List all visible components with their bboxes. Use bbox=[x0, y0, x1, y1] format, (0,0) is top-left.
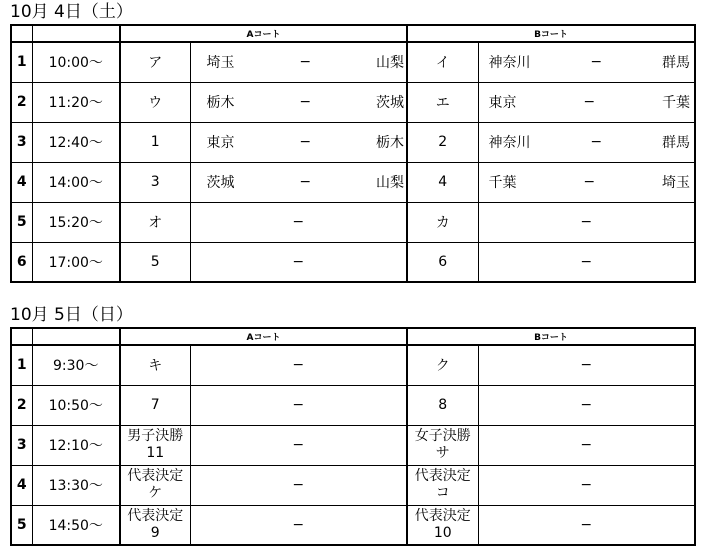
court-b-match-code: 6 bbox=[407, 242, 478, 282]
court-b-away-team: 千葉 bbox=[662, 95, 690, 111]
court-b-match: − bbox=[478, 465, 695, 505]
table-row bbox=[11, 385, 695, 425]
court-a-header: Aコート bbox=[120, 328, 407, 345]
court-b-match-code bbox=[407, 505, 478, 545]
court-b-match: − bbox=[478, 345, 695, 385]
court-b-match-code: 2 bbox=[407, 122, 478, 162]
court-a-match-code: 3 bbox=[120, 162, 190, 202]
court-b-match-code bbox=[407, 465, 478, 505]
row-number: 2 bbox=[11, 385, 32, 425]
court-a-match-code: オ bbox=[120, 202, 190, 242]
court-b-match bbox=[478, 122, 695, 162]
court-b-match-code: 4 bbox=[407, 162, 478, 202]
court-a-match: − bbox=[190, 505, 407, 545]
court-b-match-code bbox=[407, 345, 478, 385]
start-time: 14:50～ bbox=[32, 505, 120, 545]
match-code-line1: 7 bbox=[150, 397, 160, 413]
match-code-line1: ク bbox=[435, 358, 450, 375]
match-code-line1: 代表決定 bbox=[127, 507, 184, 524]
court-a-home-team: 茨城 bbox=[206, 175, 235, 191]
match-code-line2: コ bbox=[435, 485, 450, 501]
court-b-match: − bbox=[478, 425, 695, 465]
court-b-home-team: 東京 bbox=[488, 95, 517, 111]
court-a-match-code bbox=[120, 505, 190, 545]
court-b-away-team: 埼玉 bbox=[662, 175, 690, 191]
start-time: 13:30～ bbox=[32, 465, 120, 505]
start-time: 17:00～ bbox=[32, 242, 120, 282]
table-row bbox=[11, 202, 695, 242]
match-code-line1: キ bbox=[148, 358, 163, 375]
court-b-match bbox=[478, 82, 695, 122]
row-number: 6 bbox=[11, 242, 32, 282]
table-row bbox=[11, 345, 695, 385]
court-a-match-code bbox=[120, 465, 190, 505]
court-a-match bbox=[190, 162, 407, 202]
court-b-match: − bbox=[478, 505, 695, 545]
court-b-match: − bbox=[478, 202, 695, 242]
court-b-match-code bbox=[407, 425, 478, 465]
row-number: 2 bbox=[11, 82, 32, 122]
match-code-line1: 代表決定 bbox=[414, 507, 471, 524]
table-row bbox=[11, 42, 695, 82]
match-code-line2: ケ bbox=[148, 485, 163, 501]
court-a-match: − bbox=[190, 385, 407, 425]
court-b-away-team: 群馬 bbox=[662, 135, 690, 151]
table-row bbox=[11, 505, 695, 545]
court-a-match: − bbox=[190, 202, 407, 242]
start-time: 9:30～ bbox=[32, 345, 120, 385]
court-b-match: − bbox=[478, 385, 695, 425]
table-row bbox=[11, 82, 695, 122]
court-a-away-team: 栃木 bbox=[376, 135, 404, 151]
table-row bbox=[11, 465, 695, 505]
table-row bbox=[11, 162, 695, 202]
day2-title: 10月 5日（日） bbox=[10, 305, 133, 325]
row-number: 1 bbox=[11, 42, 32, 82]
court-a-away-team: 茨城 bbox=[376, 95, 404, 111]
court-b-match bbox=[478, 162, 695, 202]
court-a-match-code: ア bbox=[120, 42, 190, 82]
court-a-match-code bbox=[120, 345, 190, 385]
court-a-match: − bbox=[190, 465, 407, 505]
match-dash: − bbox=[299, 174, 312, 190]
court-a-match-code bbox=[120, 425, 190, 465]
start-time: 11:20～ bbox=[32, 82, 120, 122]
start-time: 10:00～ bbox=[32, 42, 120, 82]
day1-title: 10月 4日（土） bbox=[10, 2, 133, 22]
court-a-home-team: 埼玉 bbox=[206, 55, 235, 72]
court-b-match-code: イ bbox=[407, 42, 478, 82]
match-code-line1: 代表決定 bbox=[414, 468, 471, 484]
court-a-header: Aコート bbox=[120, 25, 407, 42]
court-a-match: − bbox=[190, 242, 407, 282]
court-a-match: − bbox=[190, 425, 407, 465]
court-a-away-team: 山梨 bbox=[376, 55, 404, 72]
start-time: 12:40～ bbox=[32, 122, 120, 162]
table-row bbox=[11, 122, 695, 162]
match-code-line1: 代表決定 bbox=[127, 468, 184, 484]
match-dash: − bbox=[299, 94, 312, 110]
court-a-home-team: 東京 bbox=[206, 135, 235, 151]
court-a-match bbox=[190, 42, 407, 82]
match-dash: − bbox=[590, 134, 603, 150]
court-b-match-code bbox=[407, 385, 478, 425]
court-b-home-team: 千葉 bbox=[488, 175, 517, 191]
court-a-home-team: 栃木 bbox=[206, 95, 235, 111]
match-code-line2: 11 bbox=[146, 445, 165, 461]
court-b-match-code: エ bbox=[407, 82, 478, 122]
match-code-line1: 男子決勝 bbox=[127, 428, 184, 444]
table-row bbox=[11, 425, 695, 465]
court-b-away-team: 群馬 bbox=[662, 55, 690, 72]
row-number: 1 bbox=[11, 345, 32, 385]
start-time: 12:10～ bbox=[32, 425, 120, 465]
row-number: 5 bbox=[11, 505, 32, 545]
match-code-line1: 8 bbox=[438, 397, 448, 413]
court-a-match-code: 5 bbox=[120, 242, 190, 282]
court-a-match-code: 1 bbox=[120, 122, 190, 162]
row-number: 5 bbox=[11, 202, 32, 242]
match-dash: − bbox=[583, 174, 596, 190]
start-time: 14:00～ bbox=[32, 162, 120, 202]
court-b-home-team: 神奈川 bbox=[488, 55, 531, 72]
match-code-line2: 9 bbox=[150, 524, 160, 541]
row-number: 3 bbox=[11, 425, 32, 465]
match-dash: − bbox=[583, 94, 596, 110]
court-a-match bbox=[190, 122, 407, 162]
court-a-match-code bbox=[120, 385, 190, 425]
row-number: 3 bbox=[11, 122, 32, 162]
match-dash: − bbox=[299, 54, 312, 71]
match-dash: − bbox=[590, 54, 603, 71]
match-code-line2: サ bbox=[435, 445, 450, 461]
court-a-match-code: ウ bbox=[120, 82, 190, 122]
day2-schedule-table bbox=[10, 327, 696, 546]
table-header-row bbox=[11, 328, 695, 345]
court-a-match: − bbox=[190, 345, 407, 385]
row-number: 4 bbox=[11, 162, 32, 202]
match-code-line1: 女子決勝 bbox=[414, 428, 471, 444]
start-time: 10:50～ bbox=[32, 385, 120, 425]
court-b-header: Bコート bbox=[407, 25, 695, 42]
court-b-match: − bbox=[478, 242, 695, 282]
court-b-home-team: 神奈川 bbox=[488, 135, 531, 151]
table-header-row bbox=[11, 25, 695, 42]
court-a-match bbox=[190, 82, 407, 122]
court-b-header: Bコート bbox=[407, 328, 695, 345]
start-time: 15:20～ bbox=[32, 202, 120, 242]
court-a-away-team: 山梨 bbox=[376, 175, 404, 191]
day1-schedule-table bbox=[10, 24, 696, 283]
match-dash: − bbox=[299, 134, 312, 150]
row-number: 4 bbox=[11, 465, 32, 505]
court-b-match-code: カ bbox=[407, 202, 478, 242]
table-row bbox=[11, 242, 695, 282]
match-code-line2: 10 bbox=[433, 524, 452, 541]
court-b-match bbox=[478, 42, 695, 82]
